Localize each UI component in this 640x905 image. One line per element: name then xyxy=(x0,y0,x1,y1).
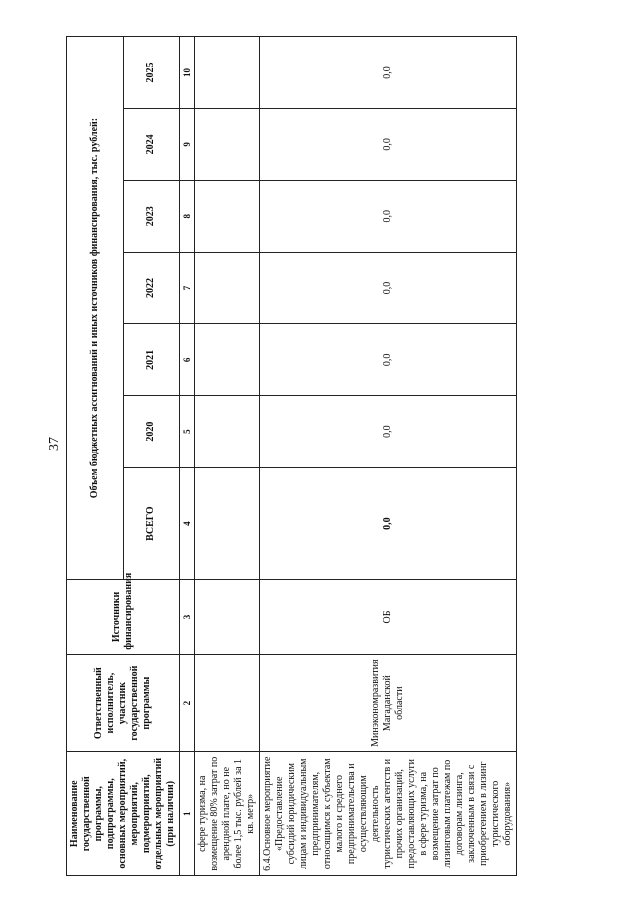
row-name: сфере туризма, на возмещение 80% затрат по арендной плате, но не более 1,5 тыс. рублей за 1 кв. метр» xyxy=(195,752,260,876)
row-value xyxy=(195,109,260,181)
header-name: Наименование государственной программы, подпрограммы, основных мероприятий, мероприятий, подмероприятий, отдельных мероприятий (при наличии) xyxy=(67,752,180,876)
row-name: 6.4.Основное мероприятие «Предоставление субсидий юридическим лицам и индивидуальным предпринимателям, относящимся к субъектам малого и среднего предпринимательства и осуществляющим деятельность туристических агентств и прочих организаций, предоставляющих услуги в сфере туризма, на возмещение затрат по лизинговым платежам по договорам лизинга, заключенным в связи с приобретением в лизинг туристического оборудования» xyxy=(260,752,517,876)
page-number: 37 xyxy=(47,437,62,451)
row-value: 0,0 xyxy=(260,324,517,396)
row-value xyxy=(195,396,260,468)
row-executor xyxy=(195,654,260,752)
row-value: 0,0 xyxy=(260,109,517,181)
header-total: ВСЕГО xyxy=(123,468,180,580)
row-executor: Минэкономразвития Магаданской области xyxy=(260,654,517,752)
header-executor: Ответственный исполнитель, участник государственной программы xyxy=(67,654,180,752)
col-number: 6 xyxy=(180,324,195,396)
header-year-2021: 2021 xyxy=(123,324,180,396)
header-financing-group: Объем бюджетных ассигнований и иных источников финансирования, тыс. рублей: xyxy=(67,37,124,580)
col-number: 3 xyxy=(180,580,195,655)
row-source xyxy=(195,580,260,655)
col-number: 2 xyxy=(180,654,195,752)
row-source: ОБ xyxy=(260,580,517,655)
header-source: Источники финансирования xyxy=(67,580,180,655)
header-year-2020: 2020 xyxy=(123,396,180,468)
header-year-2023: 2023 xyxy=(123,180,180,252)
col-number: 1 xyxy=(180,752,195,876)
header-year-2022: 2022 xyxy=(123,252,180,324)
financing-table xyxy=(66,36,517,876)
row-value: 0,0 xyxy=(260,37,517,109)
row-value xyxy=(195,180,260,252)
table-row xyxy=(260,37,517,876)
header-year-2025: 2025 xyxy=(123,37,180,109)
rotated-table-container xyxy=(66,36,513,876)
col-number: 8 xyxy=(180,180,195,252)
row-total xyxy=(195,468,260,580)
row-total: 0,0 xyxy=(260,468,517,580)
col-number: 7 xyxy=(180,252,195,324)
row-value: 0,0 xyxy=(260,252,517,324)
row-value xyxy=(195,324,260,396)
row-value xyxy=(195,37,260,109)
row-value: 0,0 xyxy=(260,396,517,468)
row-value xyxy=(195,252,260,324)
header-year-2024: 2024 xyxy=(123,109,180,181)
table-row xyxy=(195,37,260,876)
col-number: 9 xyxy=(180,109,195,181)
col-number: 10 xyxy=(180,37,195,109)
col-number: 5 xyxy=(180,396,195,468)
col-number: 4 xyxy=(180,468,195,580)
row-value: 0,0 xyxy=(260,180,517,252)
